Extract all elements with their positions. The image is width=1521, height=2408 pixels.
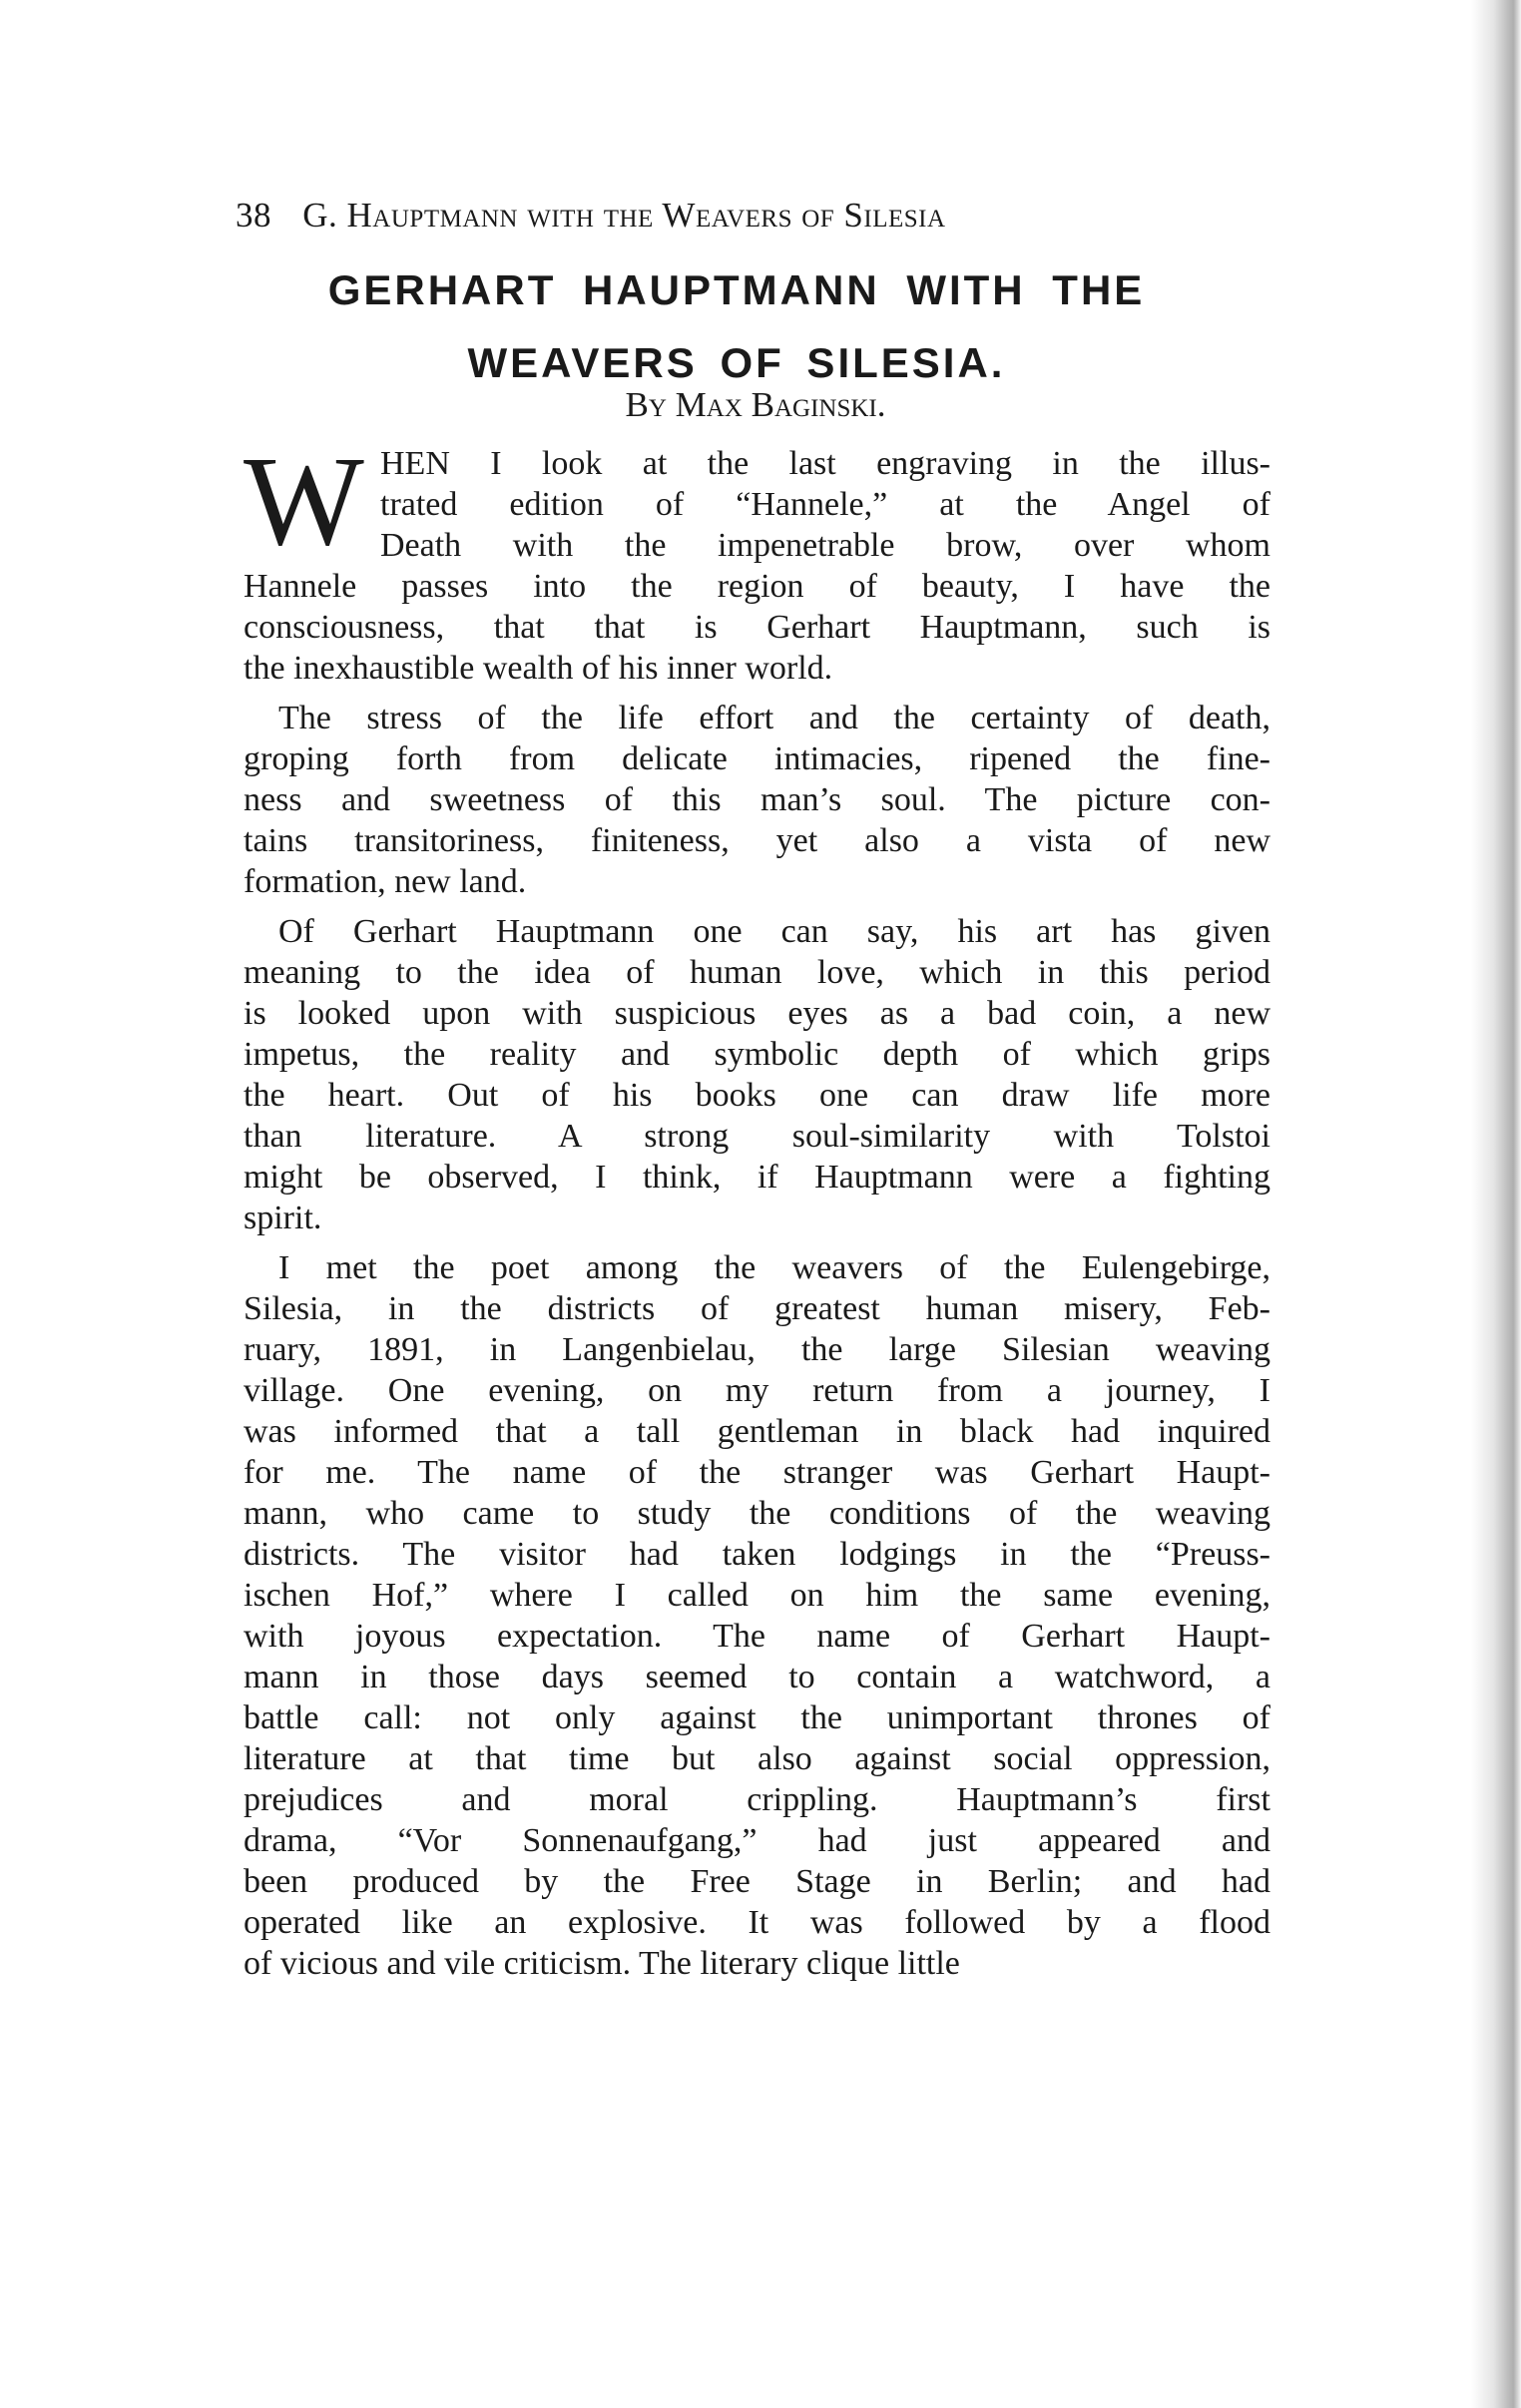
text-line: impetus, the reality and symbolic depth of which grips [244, 1036, 1270, 1073]
text-line: battle call: not only against the unimportant thrones of [244, 1699, 1270, 1736]
page-number: 38 [236, 196, 271, 235]
text-line: trated edition of “Hannele,” at the Angel of [380, 486, 1270, 523]
text-line: districts. The visitor had taken lodgings in the “Preuss- [244, 1536, 1270, 1573]
text-line: than literature. A strong soul-similarity with Tolstoi [244, 1118, 1270, 1155]
text-line: consciousness, that that is Gerhart Hauptmann, such is [244, 609, 1270, 646]
text-line: ischen Hof,” where I called on him the same evening, [244, 1577, 1270, 1614]
drop-cap: W [244, 430, 364, 572]
text-line: for me. The name of the stranger was Gerhart Haupt- [244, 1454, 1270, 1491]
text-line: ness and sweetness of this man’s soul. The picture con- [244, 781, 1270, 818]
paragraph [244, 698, 1270, 902]
paragraph [244, 430, 1270, 689]
text-line: with joyous expectation. The name of Gerhart Haupt- [244, 1618, 1270, 1655]
article-title-line-2: WEAVERS OF SILESIA. [467, 339, 1006, 386]
text-line: formation, new land. [244, 863, 527, 900]
text-line: groping forth from delicate intimacies, ripened the fine- [244, 740, 1270, 777]
text-line: operated like an explosive. It was followed by a flood [244, 1904, 1270, 1941]
text-line: Of Gerhart Hauptmann one can say, his art has given [278, 913, 1270, 950]
text-line: the inexhaustible wealth of his inner world. [244, 650, 833, 687]
text-line: drama, “Vor Sonnenaufgang,” had just appeared and [244, 1822, 1270, 1859]
article-body [244, 430, 1270, 1984]
text-line: spirit. [244, 1200, 322, 1236]
text-line: village. One evening, on my return from a journey, I [244, 1372, 1270, 1409]
text-line: prejudices and moral crippling. Hauptmann’s first [244, 1781, 1270, 1818]
text-line: Silesia, in the districts of greatest human misery, Feb- [244, 1290, 1270, 1327]
paragraph [244, 911, 1270, 1238]
text-line: of vicious and vile criticism. The literary clique little [244, 1945, 960, 1982]
text-line: literature at that time but also against social oppression, [244, 1740, 1270, 1777]
text-line: Death with the impenetrable brow, over whom [380, 527, 1270, 564]
text-line: is looked upon with suspicious eyes as a bad coin, a new [244, 995, 1270, 1032]
text-line: was informed that a tall gentleman in black had inquired [244, 1413, 1270, 1450]
text-line: the heart. Out of his books one can draw life more [244, 1077, 1270, 1114]
article-title-line-1: GERHART HAUPTMANN WITH THE [327, 266, 1146, 313]
text-line: been produced by the Free Stage in Berlin; and had [244, 1863, 1270, 1900]
text-line: might be observed, I think, if Hauptmann were a fighting [244, 1159, 1270, 1196]
running-title: G. Hauptmann with the Weavers of Silesia [302, 196, 946, 235]
text-line: tains transitoriness, finiteness, yet also a vista of new [244, 822, 1270, 859]
paragraph [244, 1247, 1270, 1984]
running-head [236, 196, 946, 236]
text-line: I met the poet among the weavers of the Eulengebirge, [278, 1249, 1270, 1286]
text-line: meaning to the idea of human love, which in this period [244, 954, 1270, 991]
text-line: mann, who came to study the conditions of the weaving [244, 1495, 1270, 1532]
text-line: HEN I look at the last engraving in the illus- [380, 445, 1270, 482]
text-line: ruary, 1891, in Langenbielau, the large Silesian weaving [244, 1331, 1270, 1368]
text-line: mann in those days seemed to contain a watchword, a [244, 1659, 1270, 1695]
byline: By Max Baginski. [625, 385, 886, 424]
text-line: The stress of the life effort and the certainty of death, [278, 700, 1270, 736]
text-line: Hannele passes into the region of beauty, I have the [244, 568, 1270, 605]
